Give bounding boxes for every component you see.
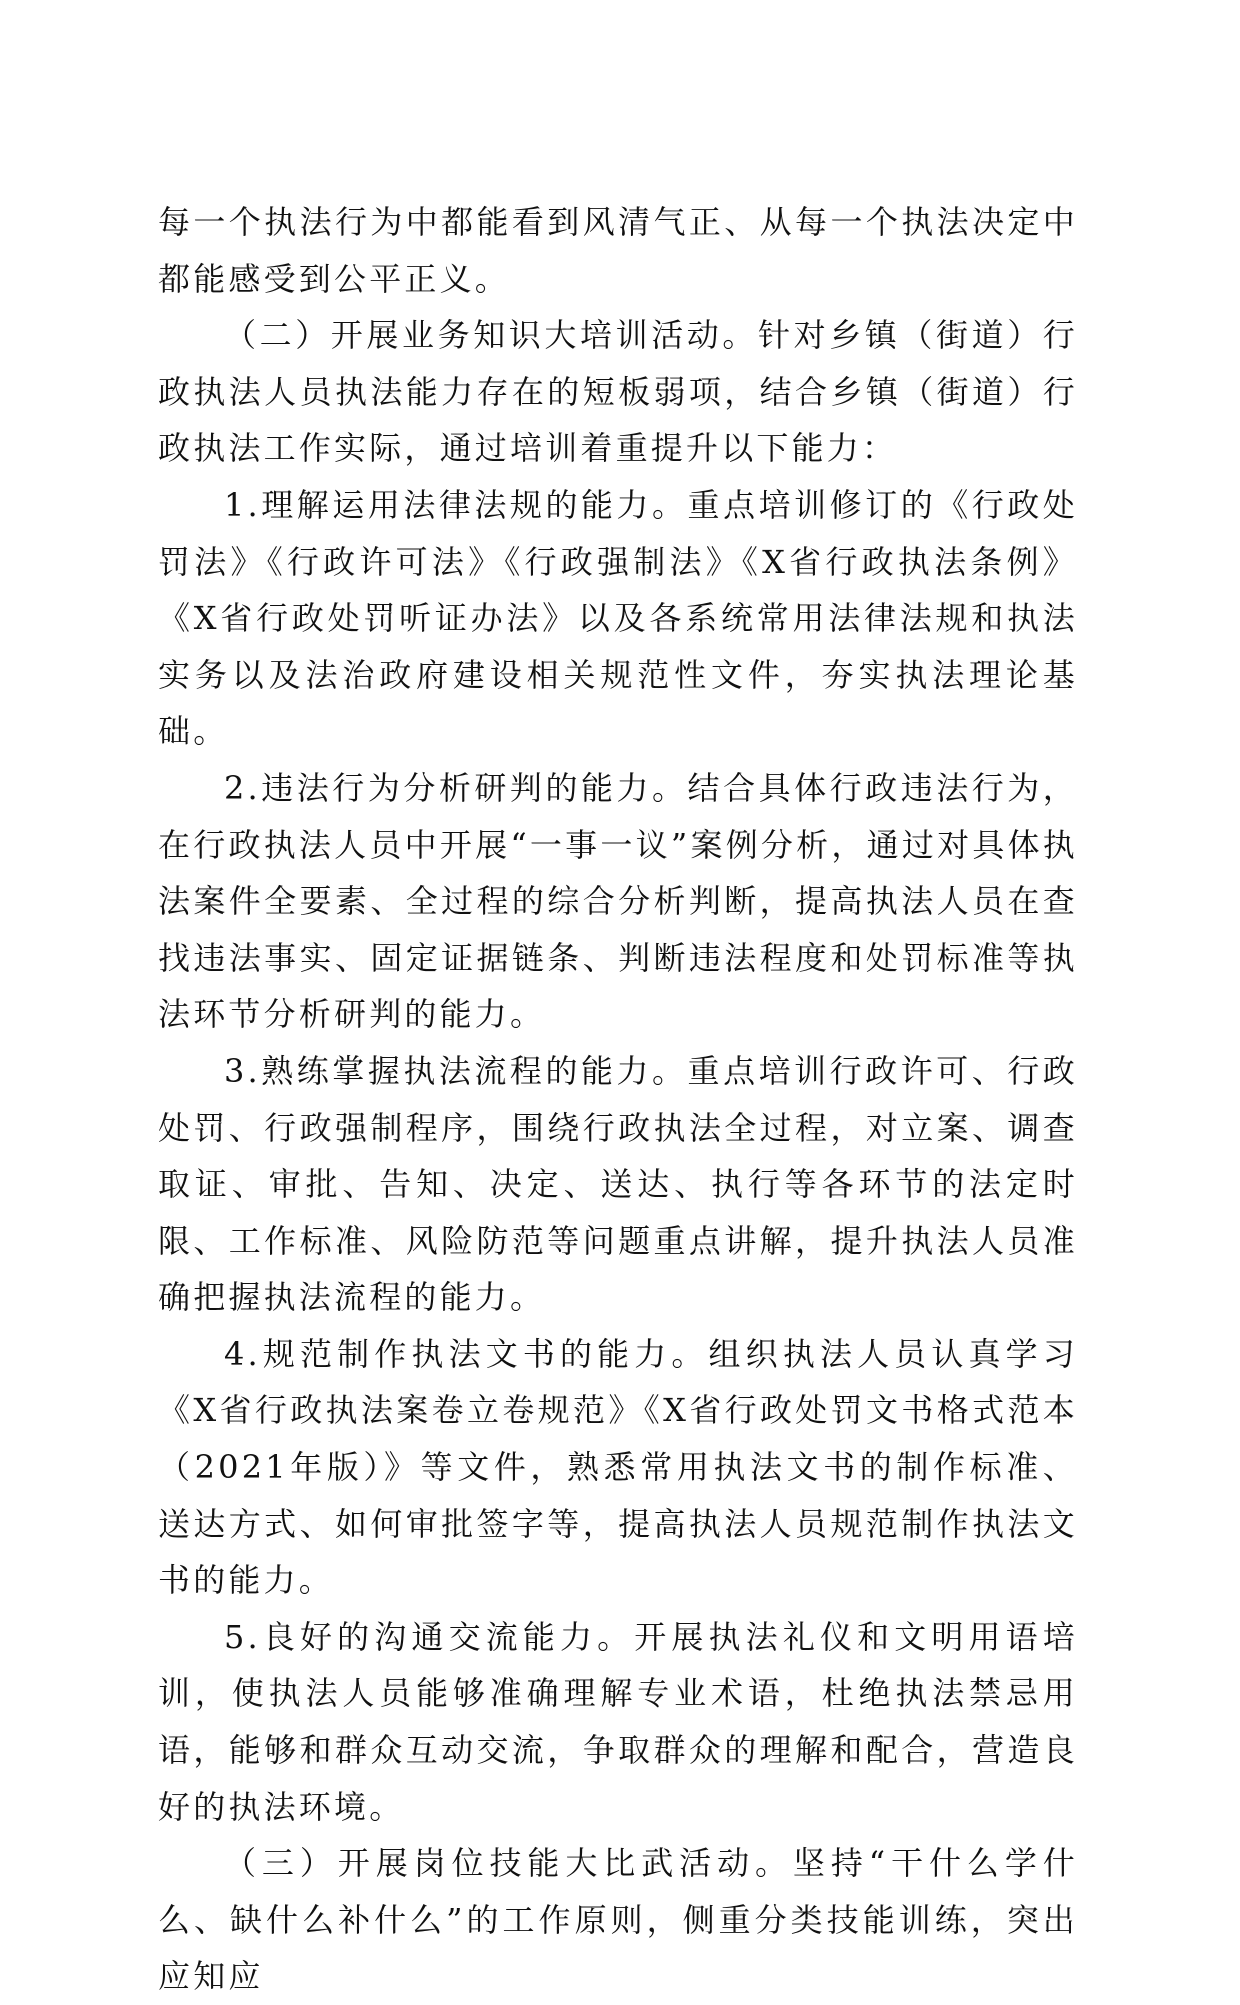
paragraph-item-5: 5.良好的沟通交流能力。开展执法礼仪和文明用语培训，使执法人员能够准确理解专业术语，杜绝执法禁忌用语，能够和群众互动交流，争取群众的理解和配合，营造良好的执法环境。: [158, 1617, 1078, 1826]
document-body: [158, 194, 1078, 2005]
paragraph-item-4: 4.规范制作执法文书的能力。组织执法人员认真学习《X省行政执法案卷立卷规范》《X省行政处罚文书格式范本（2021年版）》等文件，熟悉常用执法文书的制作标准、送达方式、如何审批签字等，提高执法人员规范制作执法文书的能力。: [158, 1334, 1078, 1600]
paragraph-section-two-heading: （二）开展业务知识大培训活动。针对乡镇（街道）行政执法人员执法能力存在的短板弱项，结合乡镇（街道）行政执法工作实际，通过培训着重提升以下能力：: [158, 316, 1078, 468]
paragraph-item-2: 2.违法行为分析研判的能力。结合具体行政违法行为，在行政执法人员中开展“一事一议”案例分析，通过对具体执法案件全要素、全过程的综合分析判断，提高执法人员在查找违法事实、固定证据链条、判断违法程度和处罚标准等执法环节分析研判的能力。: [158, 768, 1078, 1034]
paragraph-continuation: 每一个执法行为中都能看到风清气正、从每一个执法决定中都能感受到公平正义。: [158, 203, 1078, 298]
paragraph-section-three-heading: （三）开展岗位技能大比武活动。坚持“干什么学什么、缺什么补什么”的工作原则，侧重分类技能训练，突出应知应: [158, 1844, 1078, 1996]
paragraph-item-3: 3.熟练掌握执法流程的能力。重点培训行政许可、行政处罚、行政强制程序，围绕行政执法全过程，对立案、调查取证、审批、告知、决定、送达、执行等各环节的法定时限、工作标准、风险防范等问题重点讲解，提升执法人员准确把握执法流程的能力。: [158, 1051, 1078, 1317]
paragraph-item-1: 1.理解运用法律法规的能力。重点培训修订的《行政处罚法》《行政许可法》《行政强制法》《X省行政执法条例》《X省行政处罚听证办法》以及各系统常用法律法规和执法实务以及法治政府建设相关规范性文件，夯实执法理论基础。: [158, 485, 1078, 751]
